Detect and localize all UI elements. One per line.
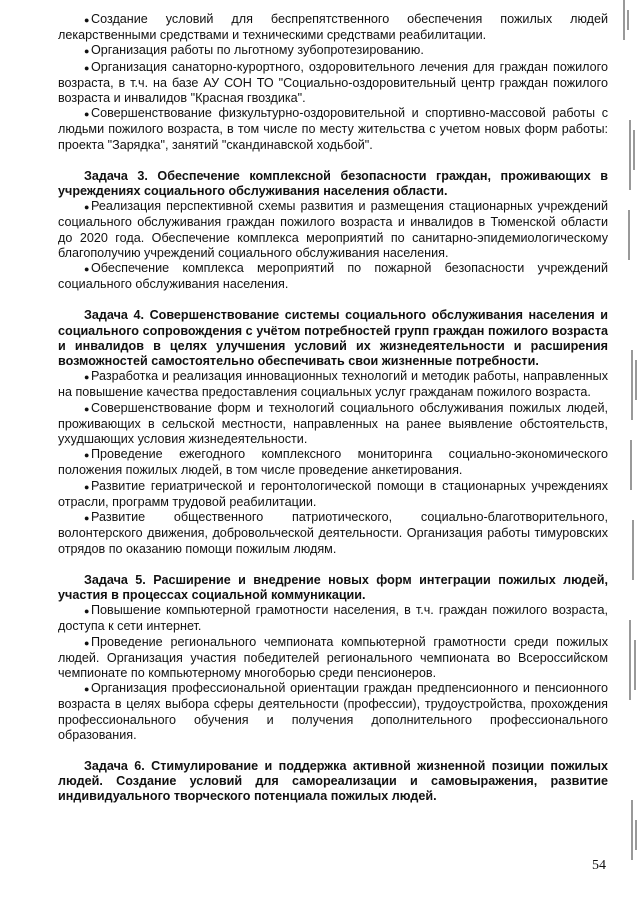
bullet-icon: ● xyxy=(84,450,90,461)
bullet-icon: ● xyxy=(84,202,90,213)
list-item: ● Совершенствование форм и технологий социального обслуживания пожилых людей, проживающих в сельской местности, направленных на ранее выявление обстоятельств, ухудшающих условия жизнедеятельности. xyxy=(58,400,608,447)
list-item: ● Проведение ежегодного комплексного мониторинга социально-экономического положения пожилых людей, в том числе проведение анкетирования. xyxy=(58,447,608,478)
bullet-icon: ● xyxy=(84,109,90,120)
list-item: ● Разработка и реализация инновационных технологий и методик работы, направленных на повышение качества предоставления социальных услуг гражданам пожилого возраста. xyxy=(58,369,608,400)
list-item: ● Обеспечение комплекса мероприятий по пожарной безопасности учреждений социального обслуживания населения. xyxy=(58,261,608,292)
list-item: ● Проведение регионального чемпионата компьютерной грамотности среди пожилых людей. Организация участия победителей регионального чемпионата во Всероссийском чемпионате по компьютерному многоборью среди пенсионеров. xyxy=(58,634,608,680)
list-item: ● Совершенствование физкультурно-оздоровительной и спортивно-массовой работы с людьми пожилого возраста, в том числе по месту жительства с учетом новых форм работы: проекта "Зарядка", занятий "скандинавской ходьбой". xyxy=(58,106,608,152)
task-heading: Задача 6. Стимулирование и поддержка активной жизненной позиции пожилых людей. Создание условий для самореализации и самовыражения, развитие индивидуального творческого потенциала пожилых людей. xyxy=(58,758,608,804)
list-item: ● Организация профессиональной ориентации граждан предпенсионного и пенсионного возраста в целях выбора сферы деятельности (профессии), трудоустройства, прохождения профессионального обучения и получения дополнительного профессионального образования. xyxy=(58,681,608,742)
list-item: ● Создание условий для беспрепятственного обеспечения пожилых людей лекарственными средствами и техническими средствами реабилитации. xyxy=(58,12,608,43)
bullet-icon: ● xyxy=(84,15,90,25)
bullet-icon: ● xyxy=(84,264,90,275)
bullet-icon: ● xyxy=(84,684,90,695)
task-heading: Задача 5. Расширение и внедрение новых форм интеграции пожилых людей, участия в процессах социальной коммуникации. xyxy=(58,572,608,602)
document-page xyxy=(58,12,608,805)
list-item: ● Организация санаторно-курортного, оздоровительного лечения для граждан пожилого возраста, в т.ч. на базе АУ СОН ТО "Социально-оздоровительный центр граждан пожилого возраста и инвалидов "Красная гвоздика". xyxy=(58,59,608,106)
scan-edge-artifact xyxy=(610,0,640,905)
list-item: ● Развитие общественного патриотического, социально-благотворительного, волонтерского движения, добровольческой деятельности. Организация работы тимуровских отрядов по оказанию помощи пожилым людям. xyxy=(58,510,608,556)
bullet-icon: ● xyxy=(84,372,90,383)
bullet-icon: ● xyxy=(84,403,90,414)
page-number: 54 xyxy=(592,858,606,873)
bullet-icon: ● xyxy=(84,46,90,57)
bullet-icon: ● xyxy=(84,606,90,617)
bullet-icon: ● xyxy=(84,481,90,492)
list-item: ● Реализация перспективной схемы развития и размещения стационарных учреждений социального обслуживания граждан пожилого возраста и инвалидов в Тюменской области до 2020 года. Обеспечение комплекса мероприятий по санитарно-эпидемиологическому благополучию учреждений социального обслуживания населения. xyxy=(58,199,608,260)
bullet-icon: ● xyxy=(84,513,90,524)
task-heading: Задача 4. Совершенствование системы социального обслуживания населения и социального сопровождения с учётом потребностей групп граждан пожилого возраста и инвалидов в целях улучшения условий их жизнедеятельности и расширения возможностей самостоятельно обеспечивать свои жизненные потребности. xyxy=(58,308,608,369)
list-item: ● Развитие гериатрической и геронтологической помощи в стационарных учреждениях отрасли, программ трудовой реабилитации. xyxy=(58,478,608,509)
bullet-icon: ● xyxy=(84,62,90,73)
bullet-icon: ● xyxy=(84,637,90,648)
list-item: ● Организация работы по льготному зубопротезированию. xyxy=(58,43,608,59)
list-item: ● Повышение компьютерной грамотности населения, в т.ч. граждан пожилого возраста, доступа к сети интернет. xyxy=(58,603,608,634)
task-heading: Задача 3. Обеспечение комплексной безопасности граждан, проживающих в учреждениях социального обслуживания населения области. xyxy=(58,168,608,199)
